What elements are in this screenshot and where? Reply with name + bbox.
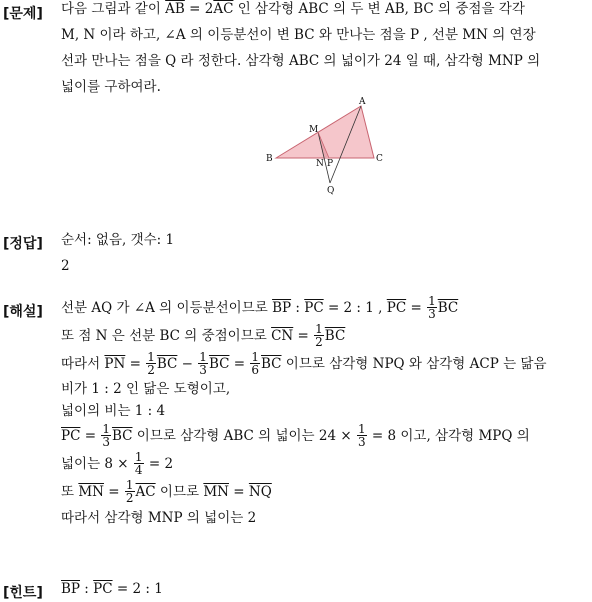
solution-line-8: 또 $\overline{MN}$ = $\frac{1}{2}$ $\overline{AC}$ 이므로 $\overline{MN} = \overline{NQ}$ (61, 478, 272, 505)
solution-line-1: 선분 AQ 가 ∠A 의 이등분선이므로 $\overline{BP}$ : $\overline{PC} = 2$ : 1 , $\overline{PC}$ = $\frac{1}{3}$ $\overline{BC}$ (61, 294, 459, 321)
problem-tag: [문제] (3, 6, 43, 22)
solution-line-2: 또 점 N 은 선분 BC 의 중점이므로 $\overline{CN}$ = $\frac{1}{2}$ $\overline{BC}$ (61, 322, 346, 349)
problem-line-4: 넓이를 구하여라. (61, 79, 161, 95)
fraction: $\frac{1}{3}$ (102, 422, 110, 449)
answer-line-2: 2 (61, 258, 70, 274)
fraction: $\frac{1}{3}$ (199, 350, 207, 377)
solution-line-4: 비가 1 : 2 인 닮은 도형이고, (61, 381, 231, 397)
answer-tag: [정답] (3, 236, 43, 252)
hint-text (61, 576, 586, 602)
solution-line-5: 넓이의 비는 1 : 4 (61, 403, 166, 419)
hint-line: $\overline{BP}$ : $\overline{PC} = 2$ : 1 (61, 581, 163, 597)
solution-text (61, 294, 586, 530)
problem-line-1: 다음 그림과 같이 $\overline{AB} = 2\overline{AC}$ 인 삼각형 ABC 의 두 변 AB, BC 의 중점을 각각 (61, 1, 525, 17)
fraction: $\frac{1}{2}$ (147, 350, 155, 377)
problem-line-2: M, N 이라 하고, ∠A 의 이등분선이 변 BC 와 만나는 점을 P , 선분 MN 의 연장 (61, 27, 536, 43)
solution-tag: [해설] (3, 304, 43, 320)
fraction: $\frac{1}{4}$ (134, 450, 143, 477)
solution-line-7: 넓이는 8 × $\frac{1}{4}$ = 2 (61, 450, 174, 477)
fraction: $\frac{1}{2}$ (125, 478, 134, 505)
label-N: N (316, 159, 324, 169)
solution-line-3: 따라서 $\overline{PN}$ = $\frac{1}{2}$ $\overline{BC}$ − $\frac{1}{3}$ $\overline{BC}$ = $\frac{1}{6}$ $\overline{BC}$ 이므로 삼각형 NPQ 와 삼각형 ACP 는 닮음 (61, 350, 547, 377)
fraction: $\frac{1}{3}$ (428, 294, 436, 321)
solution-line-9: 따라서 삼각형 MNP 의 넓이는 2 (61, 510, 257, 526)
label-C: C (376, 154, 383, 164)
solution-line-6: $\overline{PC}$ = $\frac{1}{3}$ $\overline{BC}$ 이므로 삼각형 ABC 의 넓이는 24 × $\frac{1}{3}$ = 8 이고, 삼각형 MPQ 의 (61, 422, 530, 449)
label-B: B (266, 154, 273, 164)
label-Q: Q (327, 186, 335, 196)
fraction: $\frac{1}{3}$ (357, 422, 366, 449)
label-P: P (327, 159, 334, 169)
label-A: A (359, 97, 366, 107)
label-M: M (309, 125, 319, 135)
hint-tag: [힌트] (3, 585, 43, 601)
fraction: $\frac{1}{2}$ (315, 322, 323, 349)
problem-line-3: 선과 만나는 점을 Q 라 정한다. 삼각형 ABC 의 넓이가 24 일 때, 삼각형 MNP 의 (61, 53, 541, 69)
answer-line-1: 순서: 없음, 갯수: 1 (61, 232, 175, 248)
answer-text (61, 227, 586, 279)
fraction: $\frac{1}{6}$ (251, 350, 259, 377)
